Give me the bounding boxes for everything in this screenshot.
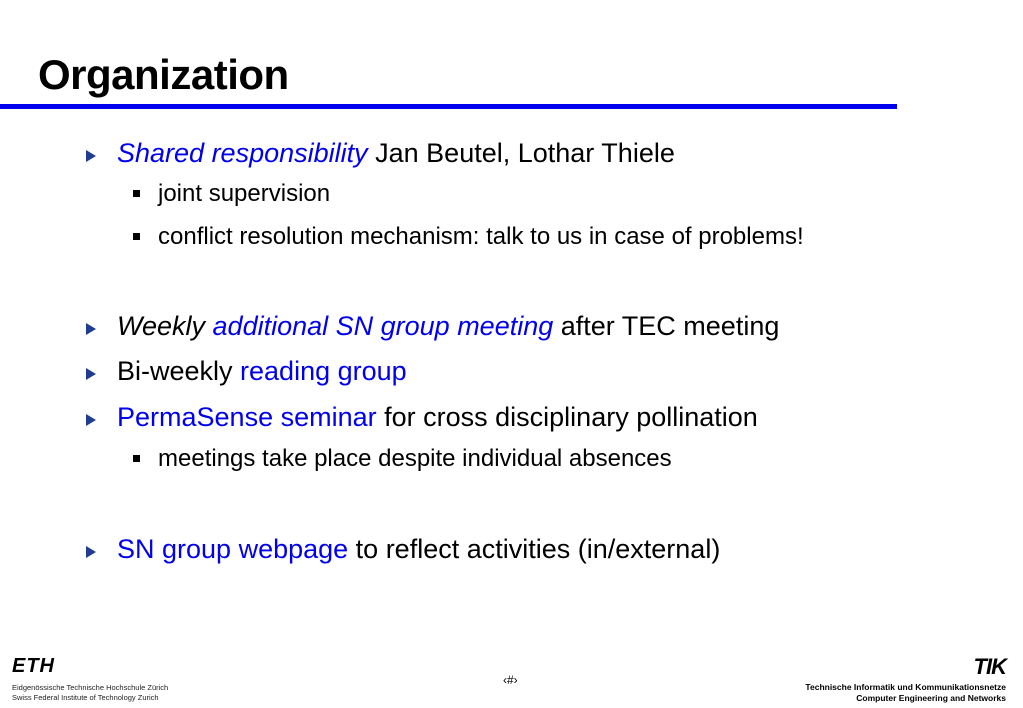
sub-bullet-item <box>158 182 330 206</box>
bullet-text: after TEC meeting <box>553 311 780 341</box>
bullet-item <box>117 404 758 431</box>
bullet-text-highlight: SN group webpage <box>117 534 349 564</box>
title-underline <box>0 104 897 109</box>
bullet-text-highlight: additional SN group meeting <box>212 311 554 341</box>
bullet-square-icon <box>133 455 140 462</box>
bullet-arrow-icon <box>86 546 96 558</box>
bullet-text: Bi-weekly <box>117 356 241 386</box>
bullet-text: to reflect activities (in/external) <box>348 534 721 564</box>
bullet-text-highlight: reading group <box>240 356 407 386</box>
tik-name-en: Computer Engineering and Networks <box>856 693 1006 703</box>
bullet-arrow-icon <box>86 323 96 335</box>
slide-title: Organization <box>38 51 289 98</box>
sub-bullet-item <box>158 225 804 249</box>
bullet-text-highlight: Shared responsibility <box>117 138 368 168</box>
bullet-arrow-icon <box>86 414 96 426</box>
eth-name-en: Swiss Federal Institute of Technology Zurich <box>12 693 159 702</box>
tik-logo: TIK <box>973 654 1006 679</box>
bullet-arrow-icon <box>86 150 96 162</box>
bullet-square-icon <box>133 190 140 197</box>
sub-bullet-text: conflict resolution mechanism: talk to us in case of problems! <box>158 223 804 250</box>
page-number: ‹#› <box>503 673 518 687</box>
bullet-text: for cross disciplinary pollination <box>376 402 758 432</box>
bullet-item <box>117 358 407 385</box>
eth-name-de: Eidgenössische Technische Hochschule Zürich <box>12 683 169 692</box>
bullet-text: Weekly <box>117 311 213 341</box>
bullet-text-highlight: PermaSense seminar <box>117 402 377 432</box>
sub-bullet-item <box>158 447 672 471</box>
bullet-text: Jan Beutel, Lothar Thiele <box>367 138 675 168</box>
bullet-square-icon <box>133 233 140 240</box>
bullet-arrow-icon <box>86 368 96 380</box>
eth-footer <box>12 656 168 703</box>
bullet-item <box>117 313 779 340</box>
tik-name-de: Technische Informatik und Kommunikationsnetze <box>805 682 1006 692</box>
eth-logo: ETH <box>12 655 55 677</box>
tik-footer <box>805 656 1006 704</box>
bullet-item <box>117 140 675 167</box>
sub-bullet-text: joint supervision <box>158 180 331 207</box>
sub-bullet-text: meetings take place despite individual absences <box>158 445 672 472</box>
bullet-item <box>117 536 720 563</box>
